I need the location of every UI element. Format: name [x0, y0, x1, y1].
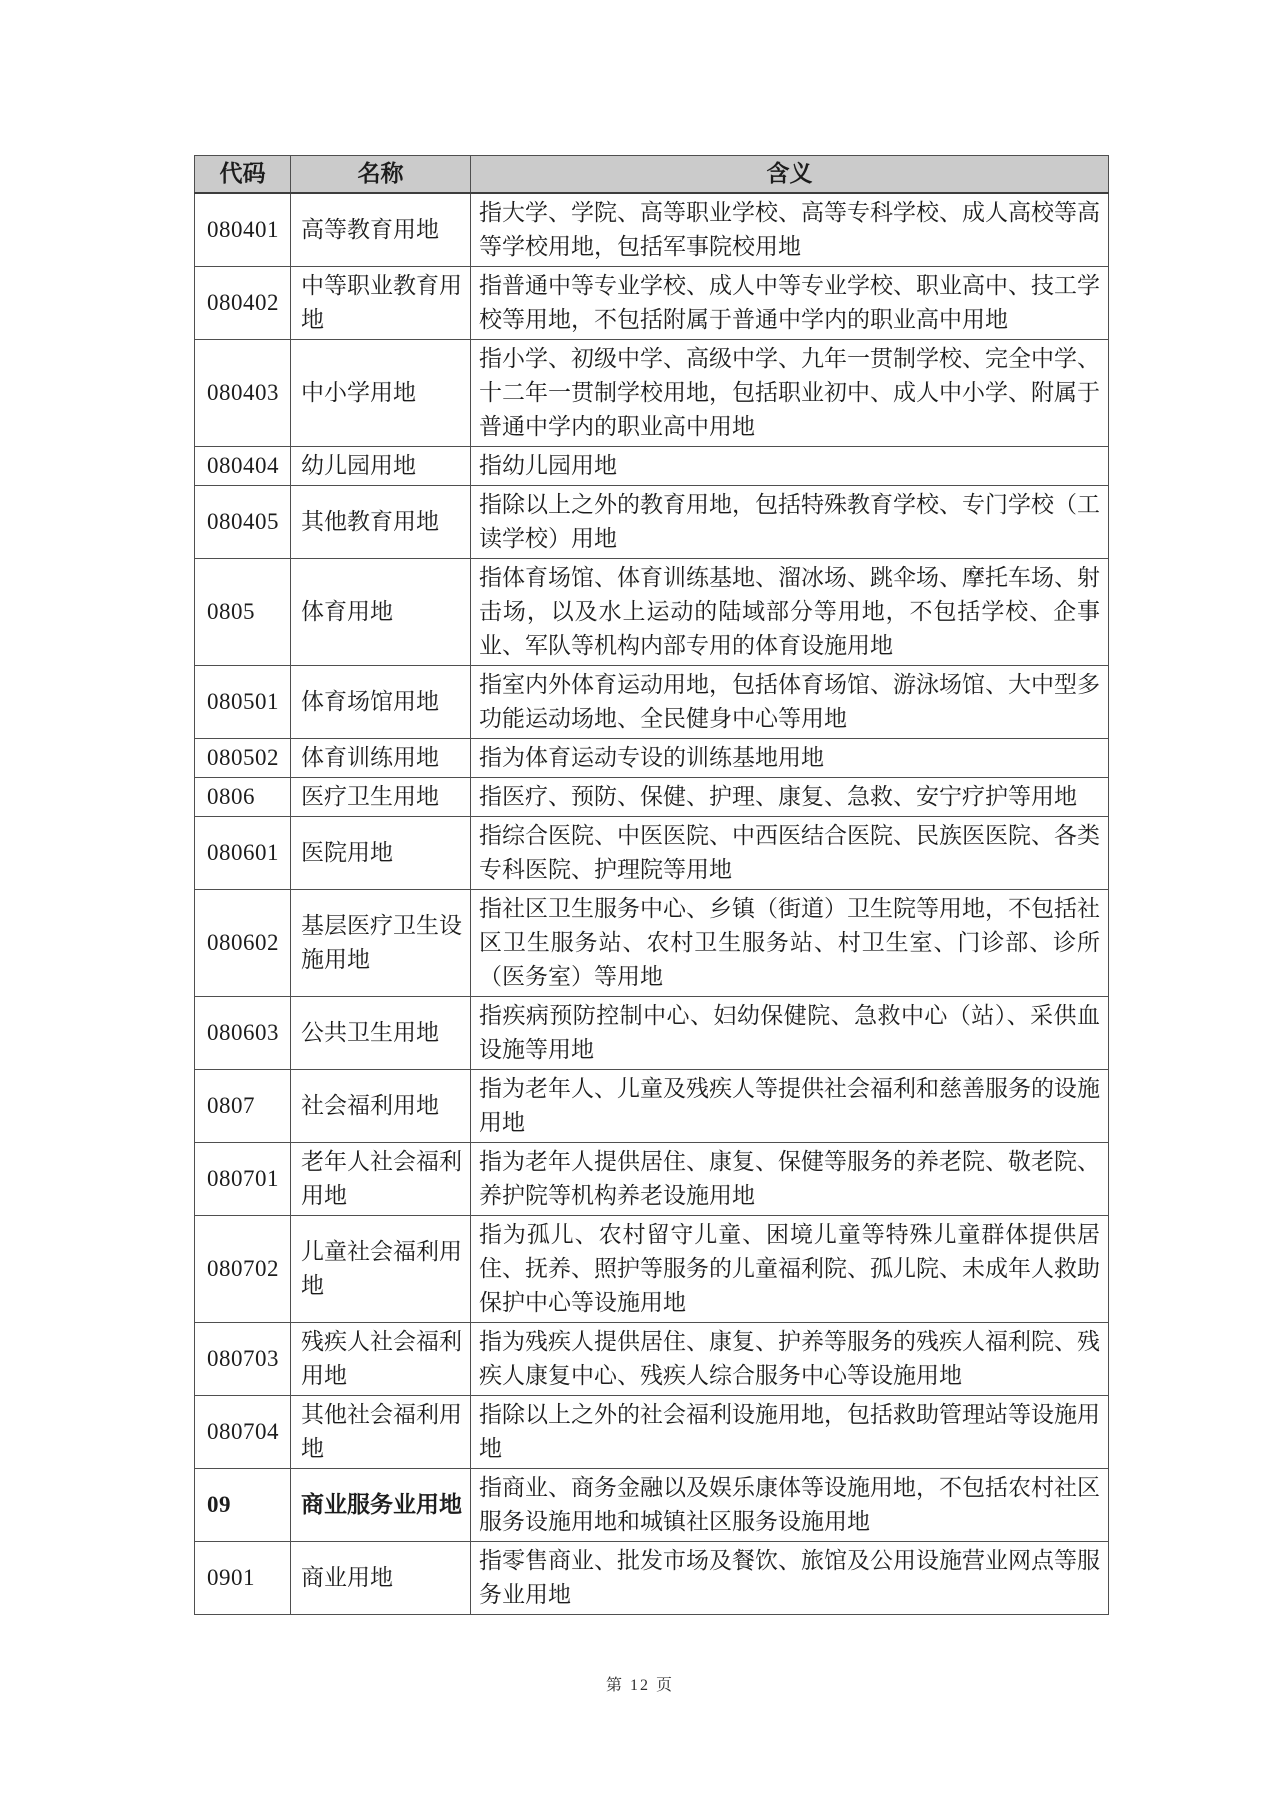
row-code: 080404	[195, 447, 291, 486]
row-meaning: 指普通中等专业学校、成人中等专业学校、职业高中、技工学校等用地，不包括附属于普通中学内的职业高中用地	[471, 267, 1109, 340]
row-name: 中等职业教育用地	[291, 267, 471, 340]
row-name: 商业服务业用地	[291, 1469, 471, 1542]
land-use-code-table	[194, 155, 1109, 1615]
table-header-row	[195, 156, 1109, 194]
row-code: 080703	[195, 1323, 291, 1396]
row-code: 0805	[195, 559, 291, 666]
row-meaning: 指医疗、预防、保健、护理、康复、急救、安宁疗护等用地	[471, 778, 1109, 817]
row-name: 体育用地	[291, 559, 471, 666]
table-row	[195, 1469, 1109, 1542]
row-meaning: 指为残疾人提供居住、康复、护养等服务的残疾人福利院、残疾人康复中心、残疾人综合服务中心等设施用地	[471, 1323, 1109, 1396]
row-code: 080603	[195, 997, 291, 1070]
row-name: 基层医疗卫生设施用地	[291, 890, 471, 997]
row-meaning: 指为体育运动专设的训练基地用地	[471, 739, 1109, 778]
row-code: 080601	[195, 817, 291, 890]
row-code: 0806	[195, 778, 291, 817]
row-meaning: 指为孤儿、农村留守儿童、困境儿童等特殊儿童群体提供居住、抚养、照护等服务的儿童福利院、孤儿院、未成年人救助保护中心等设施用地	[471, 1216, 1109, 1323]
row-code: 0807	[195, 1070, 291, 1143]
table-row	[195, 1396, 1109, 1469]
table-row	[195, 778, 1109, 817]
table-row	[195, 739, 1109, 778]
row-name: 中小学用地	[291, 340, 471, 447]
table-row	[195, 997, 1109, 1070]
table-row	[195, 1323, 1109, 1396]
table-row	[195, 486, 1109, 559]
table-row	[195, 666, 1109, 739]
row-name: 其他教育用地	[291, 486, 471, 559]
table-row	[195, 1542, 1109, 1615]
row-code: 080502	[195, 739, 291, 778]
page-number-footer: 第 12 页	[605, 1677, 674, 1694]
row-name: 高等教育用地	[291, 193, 471, 267]
row-name: 儿童社会福利用地	[291, 1216, 471, 1323]
table-row	[195, 1070, 1109, 1143]
row-name: 幼儿园用地	[291, 447, 471, 486]
row-name: 医疗卫生用地	[291, 778, 471, 817]
row-code: 09	[195, 1469, 291, 1542]
row-name: 残疾人社会福利用地	[291, 1323, 471, 1396]
row-name: 老年人社会福利用地	[291, 1143, 471, 1216]
row-code: 080403	[195, 340, 291, 447]
row-meaning: 指幼儿园用地	[471, 447, 1109, 486]
row-code: 080701	[195, 1143, 291, 1216]
row-meaning: 指疾病预防控制中心、妇幼保健院、急救中心（站）、采供血设施等用地	[471, 997, 1109, 1070]
header-meaning: 含义	[471, 156, 1109, 194]
table-row	[195, 193, 1109, 267]
table-row	[195, 1143, 1109, 1216]
row-code: 080704	[195, 1396, 291, 1469]
row-code: 080401	[195, 193, 291, 267]
row-meaning: 指商业、商务金融以及娱乐康体等设施用地，不包括农村社区服务设施用地和城镇社区服务设施用地	[471, 1469, 1109, 1542]
row-name: 体育训练用地	[291, 739, 471, 778]
row-name: 医院用地	[291, 817, 471, 890]
row-meaning: 指室内外体育运动用地，包括体育场馆、游泳场馆、大中型多功能运动场地、全民健身中心等用地	[471, 666, 1109, 739]
row-name: 体育场馆用地	[291, 666, 471, 739]
row-meaning: 指大学、学院、高等职业学校、高等专科学校、成人高校等高等学校用地，包括军事院校用地	[471, 193, 1109, 267]
table-row	[195, 890, 1109, 997]
row-meaning: 指社区卫生服务中心、乡镇（街道）卫生院等用地，不包括社区卫生服务站、农村卫生服务站、村卫生室、门诊部、诊所（医务室）等用地	[471, 890, 1109, 997]
row-meaning: 指零售商业、批发市场及餐饮、旅馆及公用设施营业网点等服务业用地	[471, 1542, 1109, 1615]
row-code: 080602	[195, 890, 291, 997]
row-code: 0901	[195, 1542, 291, 1615]
row-meaning: 指为老年人提供居住、康复、保健等服务的养老院、敬老院、养护院等机构养老设施用地	[471, 1143, 1109, 1216]
row-code: 080702	[195, 1216, 291, 1323]
header-code: 代码	[195, 156, 291, 194]
row-code: 080402	[195, 267, 291, 340]
row-code: 080405	[195, 486, 291, 559]
table-row	[195, 267, 1109, 340]
row-meaning: 指小学、初级中学、高级中学、九年一贯制学校、完全中学、十二年一贯制学校用地，包括职业初中、成人中小学、附属于普通中学内的职业高中用地	[471, 340, 1109, 447]
table-row	[195, 1216, 1109, 1323]
table-row	[195, 447, 1109, 486]
row-meaning: 指综合医院、中医医院、中西医结合医院、民族医医院、各类专科医院、护理院等用地	[471, 817, 1109, 890]
header-name: 名称	[291, 156, 471, 194]
row-code: 080501	[195, 666, 291, 739]
row-name: 其他社会福利用地	[291, 1396, 471, 1469]
table-row	[195, 817, 1109, 890]
row-meaning: 指除以上之外的教育用地，包括特殊教育学校、专门学校（工读学校）用地	[471, 486, 1109, 559]
table-row	[195, 340, 1109, 447]
row-meaning: 指体育场馆、体育训练基地、溜冰场、跳伞场、摩托车场、射击场，以及水上运动的陆域部分等用地，不包括学校、企事业、军队等机构内部专用的体育设施用地	[471, 559, 1109, 666]
row-meaning: 指为老年人、儿童及残疾人等提供社会福利和慈善服务的设施用地	[471, 1070, 1109, 1143]
row-name: 社会福利用地	[291, 1070, 471, 1143]
row-name: 公共卫生用地	[291, 997, 471, 1070]
table-row	[195, 559, 1109, 666]
row-meaning: 指除以上之外的社会福利设施用地，包括救助管理站等设施用地	[471, 1396, 1109, 1469]
row-name: 商业用地	[291, 1542, 471, 1615]
